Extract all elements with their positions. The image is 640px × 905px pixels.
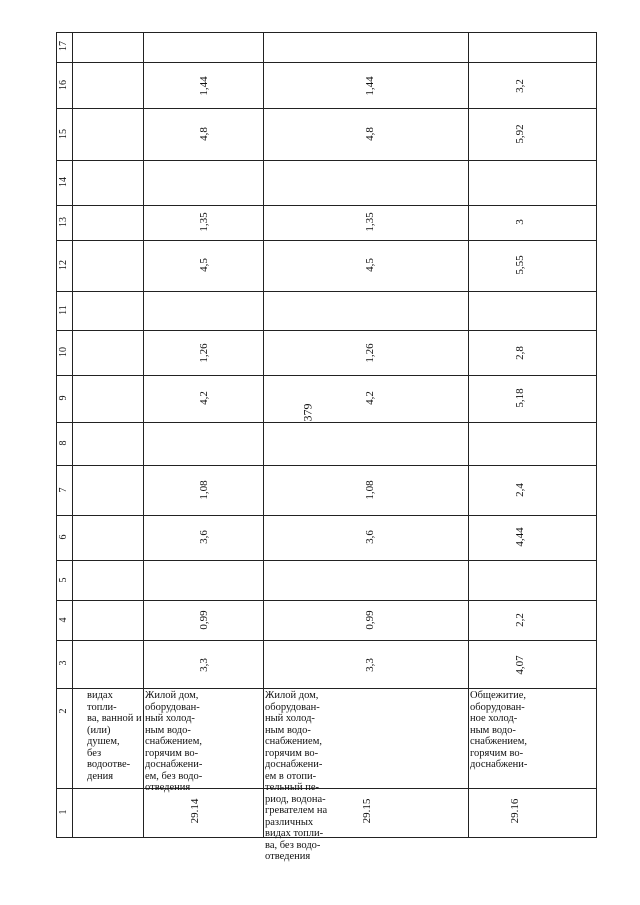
col-sep — [56, 375, 597, 376]
row-name: Жилой дом, оборудован- ный холод- ным водо- снабжением, горячим во- доснабжени- ем, без водо- отведения — [145, 690, 203, 793]
col-header: 3 — [58, 660, 69, 666]
col-sep — [56, 640, 597, 641]
cell-value: 3,6 — [198, 530, 210, 544]
cell-value: 1,08 — [364, 480, 376, 500]
col-header: 16 — [58, 80, 69, 90]
col-header: 11 — [58, 305, 69, 315]
col-sep — [56, 291, 597, 292]
row-name: Жилой дом, оборудован- ный холод- ным водо- снабжением, горячим во- доснабжени- ем в отопи- тельный пе- риод, водона- гревателем на различных видах топли- ва, без водо- отведения — [265, 690, 328, 862]
col-sep — [56, 465, 597, 466]
cell-value: 3,3 — [198, 658, 210, 672]
cell-value: 2,2 — [514, 613, 526, 627]
cell-value: 4,8 — [364, 127, 376, 141]
cell-value: 2,8 — [514, 346, 526, 360]
cell-value: 4,07 — [514, 655, 526, 675]
cell-value: 3,6 — [364, 530, 376, 544]
cell-value: 5,92 — [514, 124, 526, 144]
cell-value: 2,4 — [514, 483, 526, 497]
col-header: 7 — [58, 487, 69, 493]
row-sep — [263, 32, 264, 838]
col-sep — [56, 422, 597, 423]
col-sep — [56, 160, 597, 161]
cell-value: 1,26 — [198, 343, 210, 363]
cell-value: 4,8 — [198, 127, 210, 141]
cell-value: 3 — [514, 219, 526, 225]
row-name: Общежитие, оборудован- ное холод- ным водо- снабжением, горячим во- доснабжени- — [470, 690, 528, 770]
col-header: 12 — [58, 260, 69, 270]
col-sep — [56, 560, 597, 561]
col-sep — [56, 108, 597, 109]
cell-value: 5,18 — [514, 388, 526, 408]
col-header: 1 — [58, 809, 69, 815]
col-sep — [56, 62, 597, 63]
col-header: 10 — [58, 347, 69, 357]
table-border-top — [56, 32, 597, 33]
cell-value: 4,2 — [198, 391, 210, 405]
col-header: 8 — [58, 440, 69, 446]
col-header: 9 — [58, 395, 69, 401]
col-header: 14 — [58, 177, 69, 187]
header-strip-line — [72, 32, 73, 838]
row-sep — [143, 32, 144, 838]
cell-value: 1,35 — [364, 212, 376, 232]
cell-value: 5,55 — [514, 255, 526, 275]
cell-value: 1,08 — [198, 480, 210, 500]
cell-value: 3,2 — [514, 79, 526, 93]
cell-value: 1,44 — [364, 76, 376, 96]
cell-value: 4,5 — [364, 258, 376, 272]
cell-value: 0,99 — [198, 610, 210, 630]
col-header: 17 — [58, 41, 69, 51]
row-code: 29.16 — [509, 798, 521, 824]
cell-value: 1,44 — [198, 76, 210, 96]
cell-value: 4,44 — [514, 527, 526, 547]
cell-value: 4,2 — [364, 391, 376, 405]
col-sep — [56, 515, 597, 516]
row-sep — [468, 32, 469, 838]
cell-value: 4,5 — [198, 258, 210, 272]
col-header: 13 — [58, 217, 69, 227]
cell-value: 1,26 — [364, 343, 376, 363]
col-sep — [56, 688, 597, 689]
table-border-right — [596, 32, 597, 838]
row-code: 29.15 — [361, 798, 373, 824]
col-header: 4 — [58, 617, 69, 623]
col-header: 5 — [58, 577, 69, 583]
cell-value: 0,99 — [364, 610, 376, 630]
cell-value: 3,3 — [364, 658, 376, 672]
col-header: 6 — [58, 534, 69, 540]
row-code: 29.14 — [189, 798, 201, 824]
col-header: 2 — [58, 708, 69, 714]
page-number: 379 — [300, 403, 315, 422]
col-sep — [56, 330, 597, 331]
col-header: 15 — [58, 129, 69, 139]
table-border-left — [56, 32, 57, 838]
row-name: видах топли- ва, ванной и (или) душем, без водоотве- дения — [87, 690, 142, 782]
cell-value: 1,35 — [198, 212, 210, 232]
